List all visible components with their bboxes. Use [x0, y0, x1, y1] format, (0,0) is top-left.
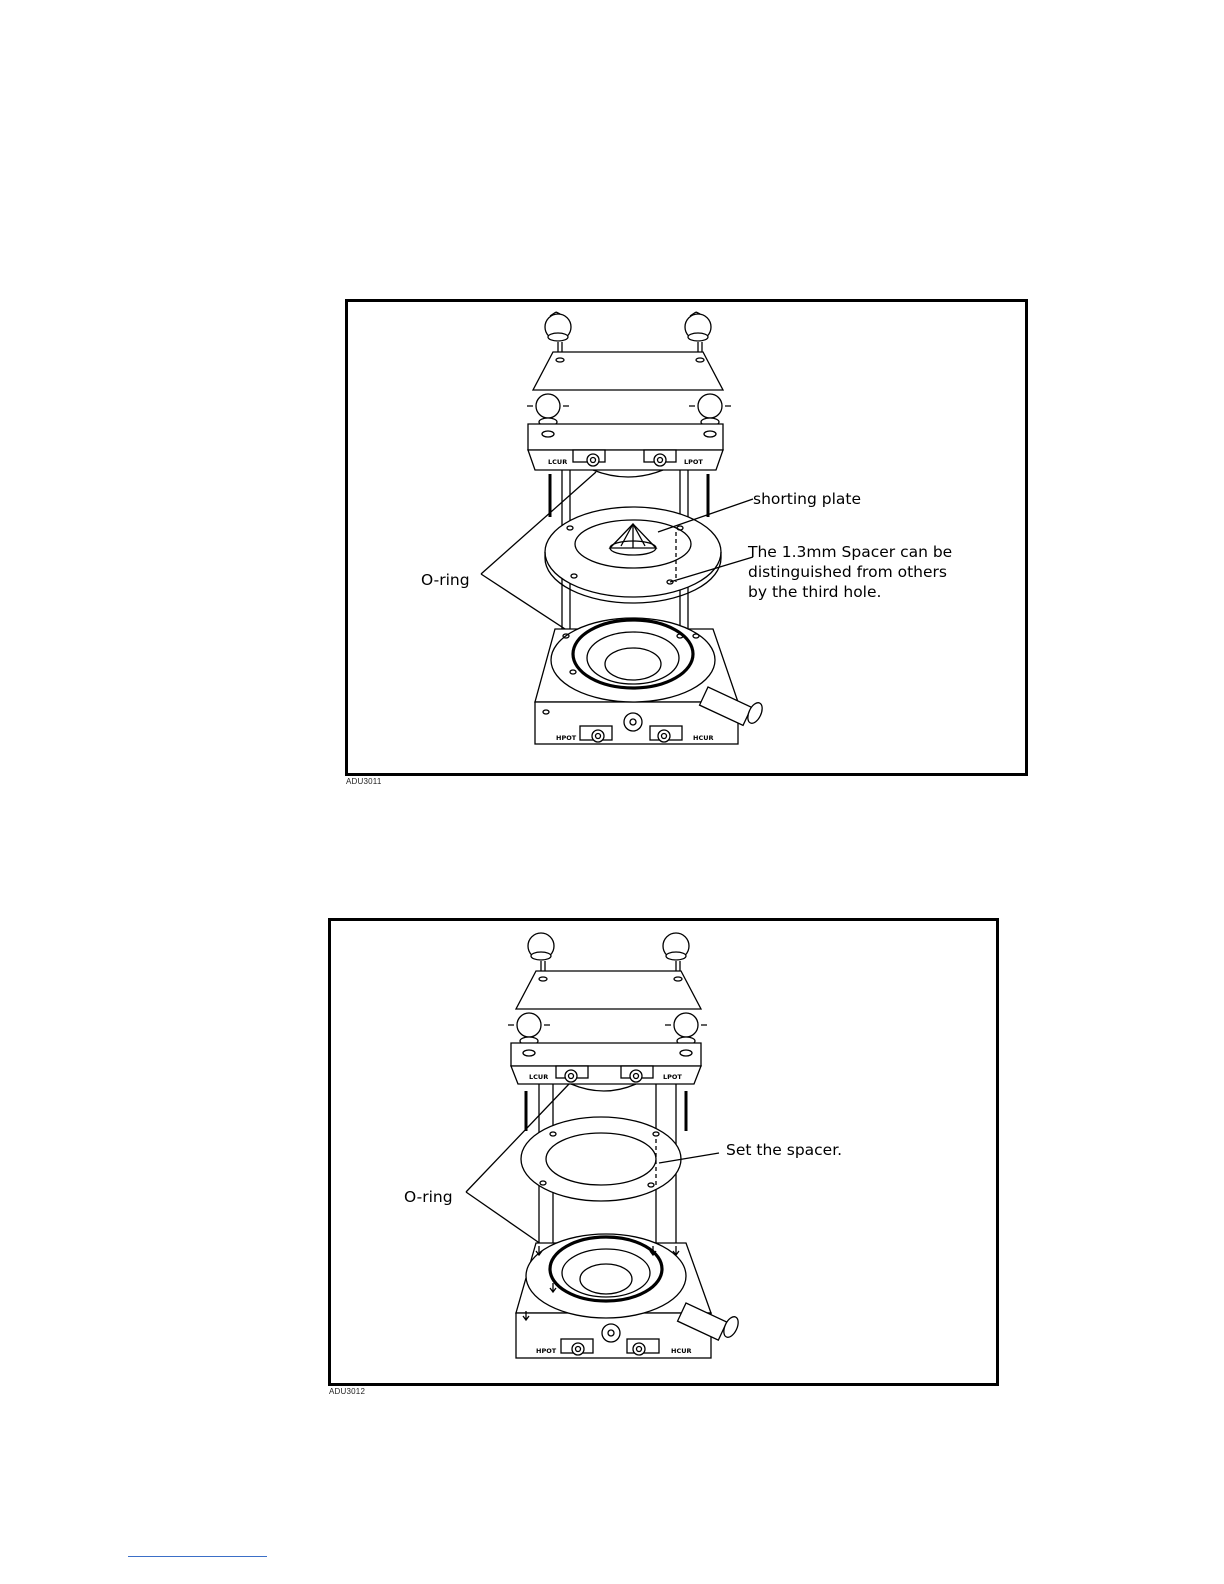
figure-spacer-assembly [328, 918, 999, 1386]
wing-nut-icon [665, 1013, 707, 1045]
terminal-label-lcur: LCUR [529, 1073, 549, 1081]
fixture-diagram-2 [331, 921, 996, 1383]
figure-id-2: ADU3012 [329, 1387, 366, 1396]
wing-nut-icon [527, 394, 569, 426]
callout-o-ring: O-ring [404, 1188, 453, 1206]
terminal-label-lpot: LPOT [684, 458, 703, 466]
terminal-label-lpot: LPOT [663, 1073, 682, 1081]
figure-id-1: ADU3011 [346, 777, 382, 786]
terminal-label-hpot: HPOT [556, 734, 577, 742]
fixture-diagram-1 [348, 302, 1025, 773]
footer-rule [128, 1556, 267, 1557]
wing-nut-icon [689, 394, 731, 426]
terminal-label-hcur: HCUR [693, 734, 714, 742]
callout-set-spacer: Set the spacer. [726, 1141, 843, 1159]
terminal-label-lcur: LCUR [548, 458, 568, 466]
figure-shorting-plate-assembly [345, 299, 1028, 776]
terminal-label-hcur: HCUR [671, 1347, 692, 1355]
terminal-label-hpot: HPOT [536, 1347, 557, 1355]
callout-shorting-plate: shorting plate [753, 490, 861, 508]
callout-spacer-note: The 1.3mm Spacer can be distinguished from others by the third hole. [748, 543, 953, 601]
callout-o-ring: O-ring [421, 571, 470, 589]
wing-nut-icon [508, 1013, 550, 1045]
